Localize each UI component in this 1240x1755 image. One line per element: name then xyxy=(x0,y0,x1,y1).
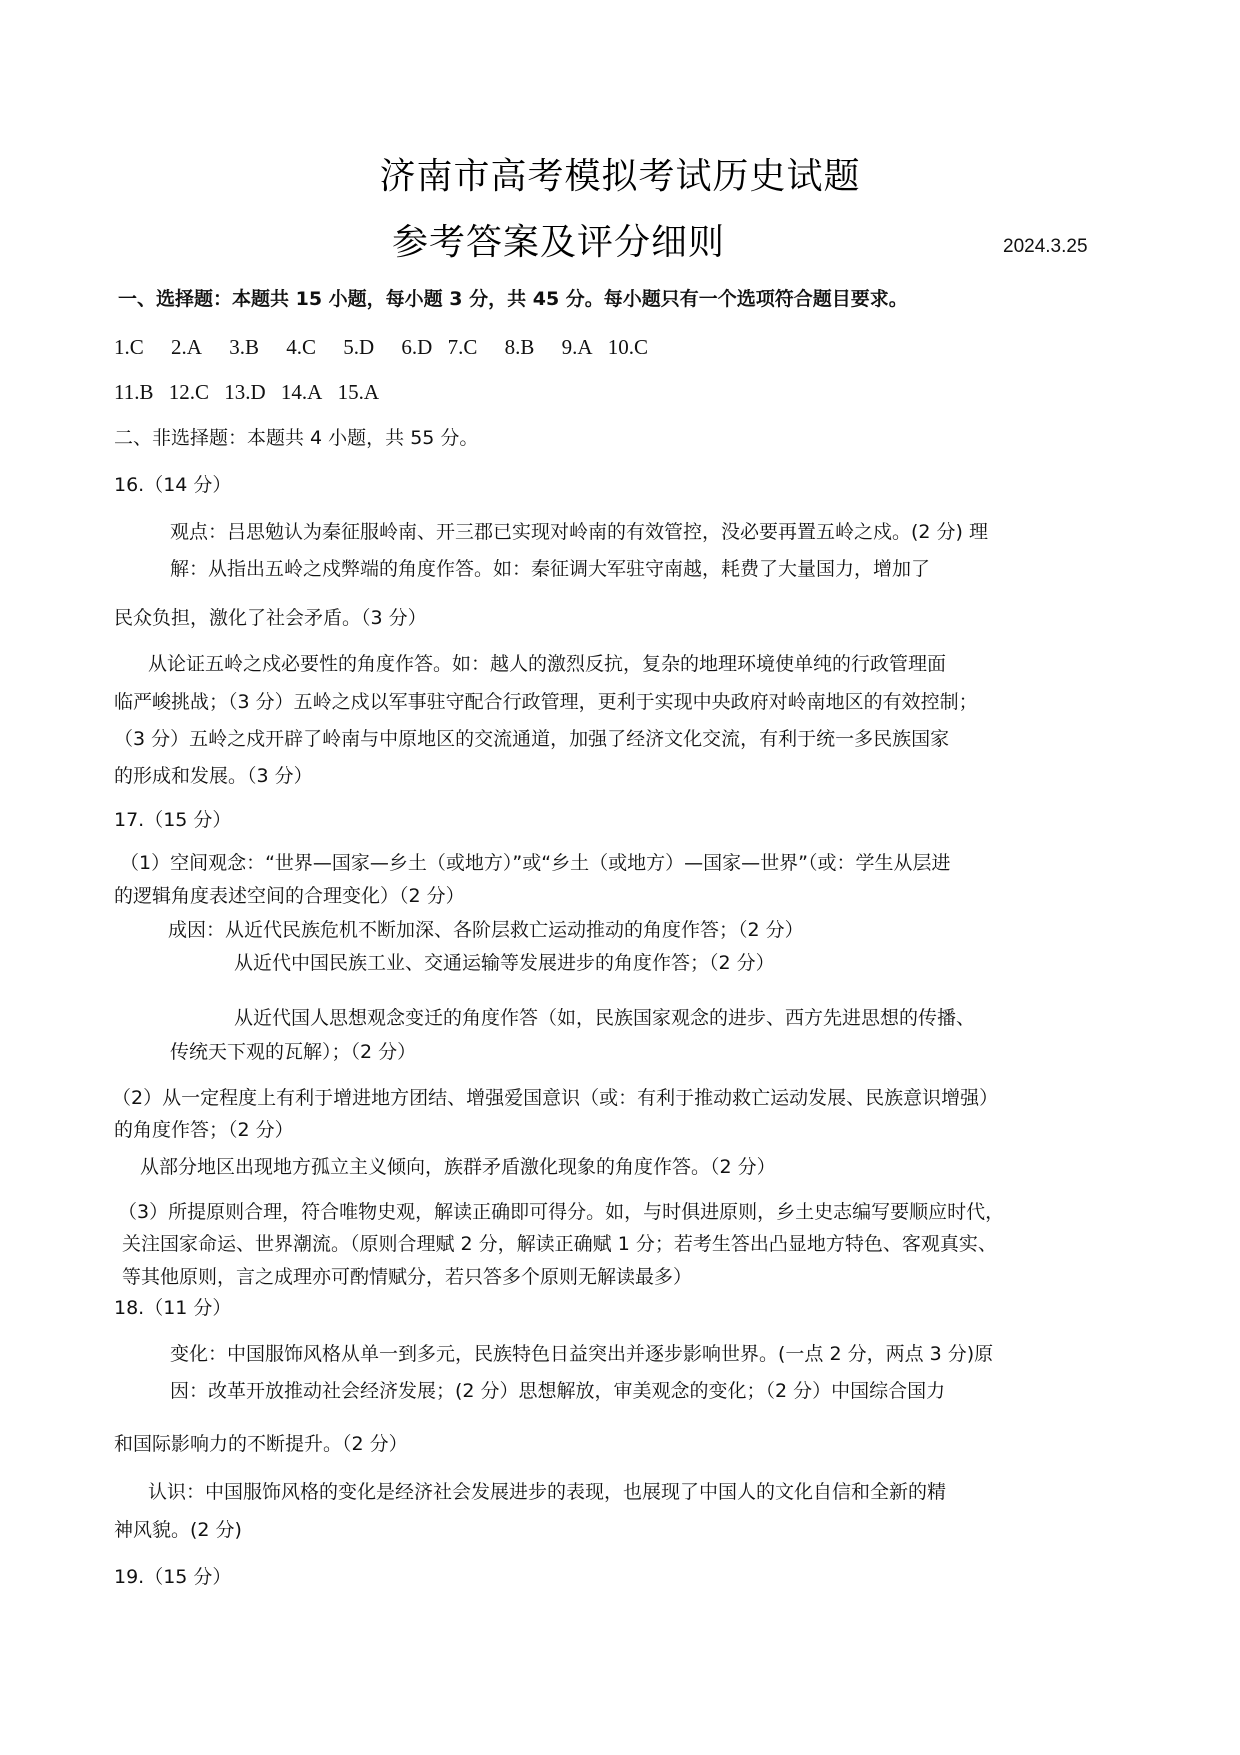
answer-item: 1.C xyxy=(114,335,144,359)
q17-label: 17.（15 分） xyxy=(114,809,232,831)
answer-item: 10.C xyxy=(607,335,649,359)
q16-line: 民众负担，激化了社会矛盾。（3 分） xyxy=(114,607,427,629)
q16-line: 从论证五岭之戍必要性的角度作答。如：越人的激烈反抗，复杂的地理环境使单纯的行政管理面 xyxy=(148,653,947,675)
q16-line: 解：从指出五岭之戍弊端的角度作答。如：秦征调大军驻守南越，耗费了大量国力，增加了 xyxy=(170,558,931,580)
answers-row-1 xyxy=(114,335,670,359)
answer-item: 8.B xyxy=(504,335,535,359)
q16-label: 16.（14 分） xyxy=(114,474,232,496)
document-date: 2024.3.25 xyxy=(1003,236,1088,257)
q17-line: 成因：从近代民族危机不断加深、各阶层救亡运动推动的角度作答；（2 分） xyxy=(168,919,804,941)
section2-heading: 二、非选择题：本题共 4 小题，共 55 分。 xyxy=(114,427,479,449)
q18-line: 因：改革开放推动社会经济发展；(2 分）思想解放，审美观念的变化；（2 分）中国综合国力 xyxy=(170,1380,946,1402)
answer-item: 7.C xyxy=(447,335,478,359)
q17-line: 的角度作答；（2 分） xyxy=(114,1119,294,1141)
document-subtitle: 参考答案及评分细则 xyxy=(392,222,726,263)
q17-line: 的逻辑角度表述空间的合理变化）（2 分） xyxy=(114,885,465,907)
q19-label: 19.（15 分） xyxy=(114,1566,232,1588)
answer-item: 6.D xyxy=(401,335,433,359)
answers-row-2 xyxy=(114,380,401,404)
answer-item: 4.C xyxy=(286,335,316,359)
answer-item: 12.C xyxy=(168,380,209,404)
section1-heading: 一、选择题：本题共 15 小题，每小题 3 分，共 45 分。每小题只有一个选项符合题目要求。 xyxy=(118,288,908,310)
answer-item: 3.B xyxy=(229,335,259,359)
q16-line: 的形成和发展。（3 分） xyxy=(114,765,313,787)
answer-item: 9.A xyxy=(561,335,593,359)
q17-line: 关注国家命运、世界潮流。（原则合理赋 2 分，解读正确赋 1 分；若考生答出凸显地方特色、客观真实、 xyxy=(122,1233,997,1255)
q16-line: （3 分）五岭之戍开辟了岭南与中原地区的交流通道，加强了经济文化交流，有利于统一多民族国家 xyxy=(114,728,950,750)
answer-item: 11.B xyxy=(114,380,154,404)
q17-line: （1）空间观念：“世界—国家—乡土（或地方）”或“乡土（或地方）—国家—世界”（或：学生从层进 xyxy=(120,852,951,874)
answer-item: 15.A xyxy=(337,380,380,404)
q17-line: 传统天下观的瓦解）；（2 分） xyxy=(170,1041,417,1063)
q16-line: 观点：吕思勉认为秦征服岭南、开三郡已实现对岭南的有效管控，没必要再置五岭之戍。(2 分) 理 xyxy=(170,521,988,543)
q18-line: 变化：中国服饰风格从单一到多元，民族特色日益突出并逐步影响世界。(一点 2 分，两点 3 分)原 xyxy=(170,1343,994,1365)
q18-line: 认识：中国服饰风格的变化是经济社会发展进步的表现，也展现了中国人的文化自信和全新的精 xyxy=(148,1481,947,1503)
answer-item: 13.D xyxy=(224,380,266,404)
q18-label: 18.（11 分） xyxy=(114,1297,232,1319)
q17-line: 从近代中国民族工业、交通运输等发展进步的角度作答；（2 分） xyxy=(234,952,775,974)
q17-line: 从近代国人思想观念变迁的角度作答（如，民族国家观念的进步、西方先进思想的传播、 xyxy=(234,1007,976,1029)
answer-item: 5.D xyxy=(343,335,375,359)
answer-item: 14.A xyxy=(280,380,323,404)
q17-line: （2）从一定程度上有利于增进地方团结、增强爱国意识（或：有利于推动救亡运动发展、民族意识增强） xyxy=(112,1087,999,1109)
q17-line: （3）所提原则合理，符合唯物史观，解读正确即可得分。如，与时俱进原则，乡土史志编写要顺应时代， xyxy=(118,1201,1005,1223)
q17-line: 从部分地区出现地方孤立主义倾向，族群矛盾激化现象的角度作答。（2 分） xyxy=(140,1156,776,1178)
document-title: 济南市高考模拟考试历史试题 xyxy=(379,156,861,197)
q16-line: 临严峻挑战；（3 分）五岭之戍以军事驻守配合行政管理，更利于实现中央政府对岭南地区的有效控制； xyxy=(114,691,978,713)
q18-line: 神风貌。(2 分) xyxy=(114,1519,242,1541)
q17-line: 等其他原则，言之成理亦可酌情赋分，若只答多个原则无解读最多） xyxy=(122,1266,693,1288)
answer-item: 2.A xyxy=(171,335,202,359)
q18-line: 和国际影响力的不断提升。（2 分） xyxy=(114,1433,408,1455)
